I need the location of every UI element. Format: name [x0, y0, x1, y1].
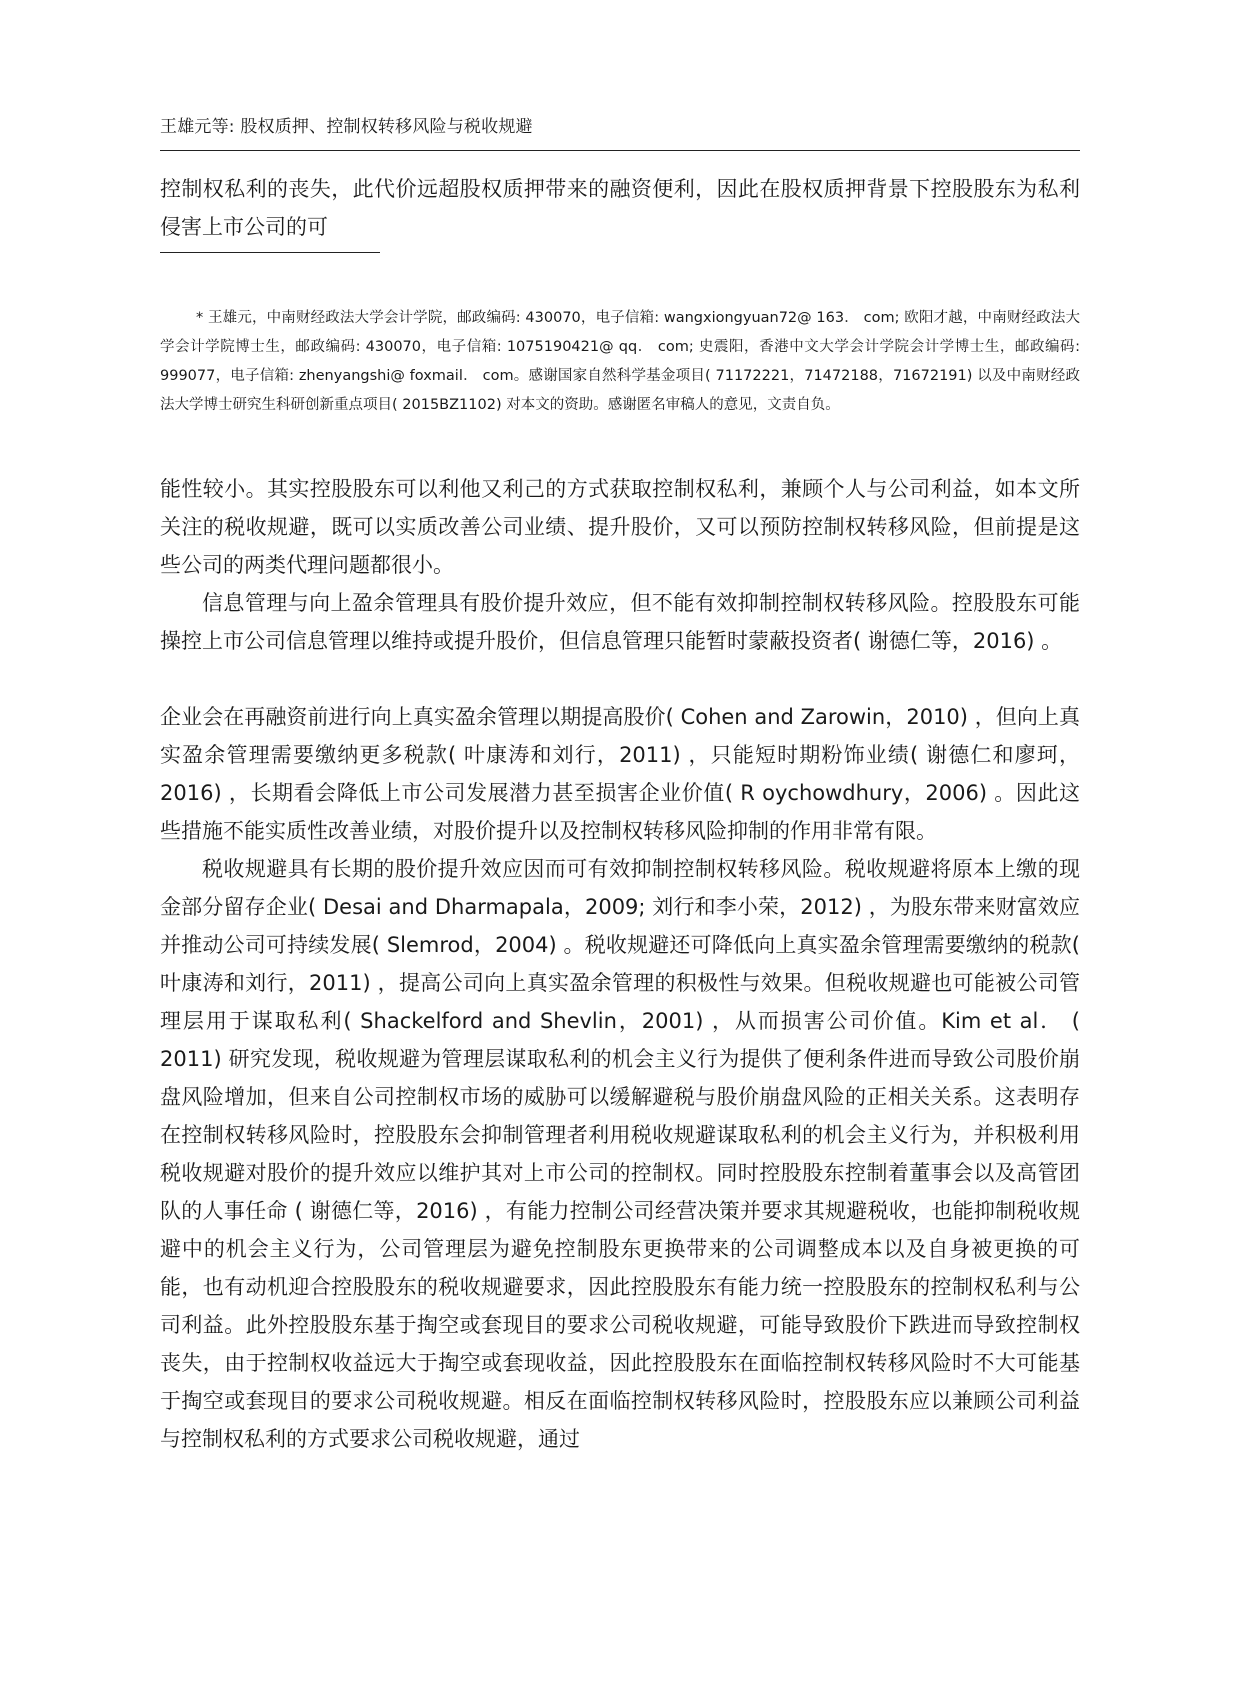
paragraph-3: 信息管理与向上盈余管理具有股价提升效应，但不能有效抑制控制权转移风险。控股股东可能操控上市公司信息管理以维持或提升股价，但信息管理只能暂时蒙蔽投资者( 谢德仁等，2016) 。 [160, 591, 1080, 653]
paragraph-1: 控制权私利的丧失，此代价远超股权质押带来的融资便利，因此在股权质押背景下控股股东为私利侵害上市公司的可 [160, 177, 1080, 239]
paragraph-2: 能性较小。其实控股股东可以利他又利己的方式获取控制权私利，兼顾个人与公司利益，如本文所关注的税收规避，既可以实质改善公司业绩、提升股价，又可以预防控制权转移风险，但前提是这些公司的两类代理问题都很小。 [160, 477, 1080, 577]
footnote-rule [160, 252, 380, 253]
header-rule [160, 150, 1080, 151]
paragraph-5: 税收规避具有长期的股价提升效应因而可有效抑制控制权转移风险。税收规避将原本上缴的现金部分留存企业( Desai and Dharmapala，2009; 刘行和李小荣，2012) ，为股东带来财富效应并推动公司可持续发展( Slemrod，2004) 。税收规避还可降低向上真实盈余管理需要缴纳的税款( 叶康涛和刘行，2011) ，提高公司向上真实盈余管理的积极性与效果。但税收规避也可能被公司管理层用于谋取私利( Shackelford and Shevlin，2001) ，从而损害公司价值。Kim et al． ( 2011) 研究发现，税收规避为管理层谋取私利的机会主义行为提供了便利条件进而导致公司股价崩盘风险增加，但来自公司控制权市场的威胁可以缓解避税与股价崩盘风险的正相关关系。这表明存在控制权转移风险时，控股股东会抑制管理者利用税收规避谋取私利的机会主义行为，并积极利用税收规避对股价的提升效应以维护其对上市公司的控制权。同时控股股东控制着董事会以及高管团队的人事任命 ( 谢德仁等，2016) ，有能力控制公司经营决策并要求其规避税收，也能抑制税收规避中的机会主义行为，公司管理层为避免控制股东更换带来的公司调整成本以及自身被更换的可能，也有动机迎合控股股东的税收规避要求，因此控股股东有能力统一控股股东的控制权私利与公司利益。此外控股股东基于掏空或套现目的要求公司税收规避，可能导致股价下跌进而导致控制权丧失，由于控制权收益远大于掏空或套现收益，因此控股股东在面临控制权转移风险时不大可能基于掏空或套现目的要求公司税收规避。相反在面临控制权转移风险时，控股股东应以兼顾公司利益与控制权私利的方式要求公司税收规避，通过 [160, 857, 1080, 1451]
paragraph-4: 企业会在再融资前进行向上真实盈余管理以期提高股价( Cohen and Zarowin，2010) ，但向上真实盈余管理需要缴纳更多税款( 叶康涛和刘行，2011) ，只能短时期粉饰业绩( 谢德仁和廖珂，2016) ，长期看会降低上市公司发展潜力甚至损害企业价值( R oychowdhury，2006) 。因此这些措施不能实质性改善业绩，对股价提升以及控制权转移风险抑制的作用非常有限。 [160, 705, 1080, 843]
author-footnote: * 王雄元，中南财经政法大学会计学院，邮政编码: 430070，电子信箱: wangxiongyuan72@ 163． com; 欧阳才越，中南财经政法大学会计学院博士生，邮政编码: 430070，电子信箱: 1075190421@ qq． com; 史震阳，香港中文大学会计学院会计学博士生，邮政编码: 999077，电子信箱: zhenyangshi@ foxmail． com。感谢国家自然科学基金项目( 71172221，71472188，71672191) 以及中南财经政法大学博士研究生科研创新重点项目( 2015BZ1102) 对本文的资助。感谢匿名审稿人的意见，文责自负。 [160, 310, 1080, 413]
running-title: 王雄元等: 股权质押、控制权转移风险与税收规避 [160, 117, 533, 137]
